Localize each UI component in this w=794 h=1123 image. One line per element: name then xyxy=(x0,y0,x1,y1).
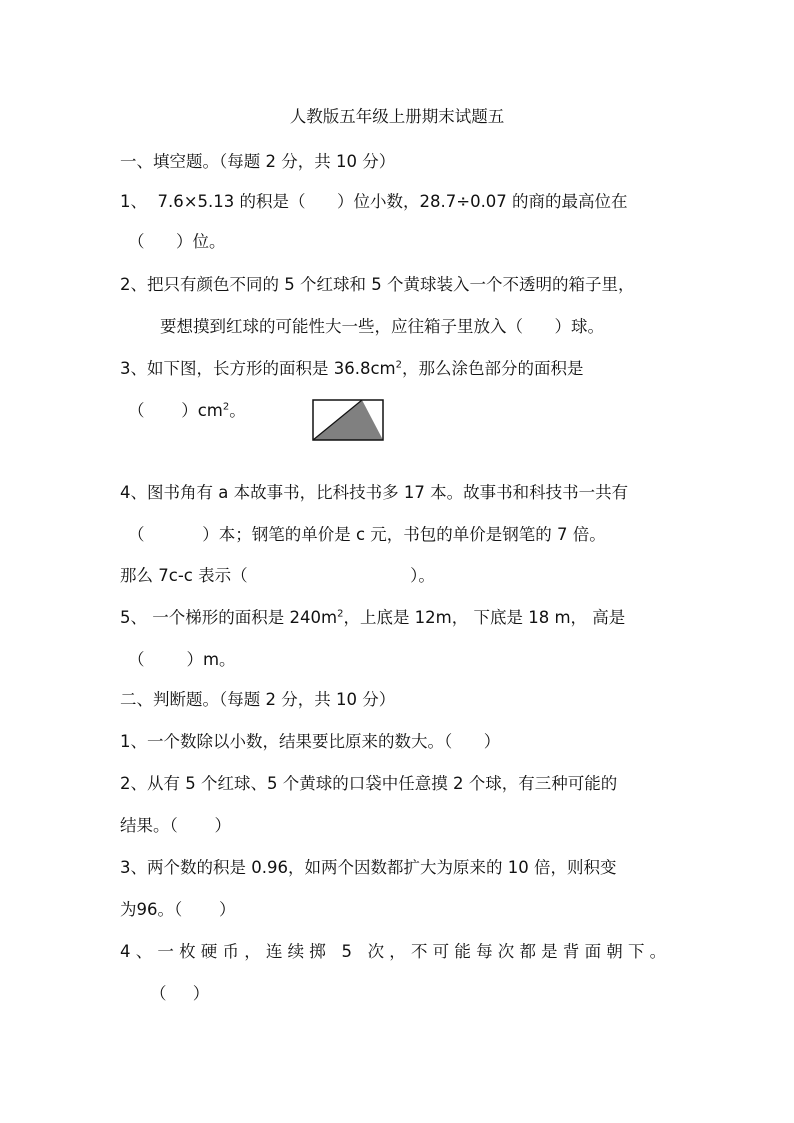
superscript: 2 xyxy=(395,359,403,371)
section2-heading: 二、判断题。（每题 2 分，共 10 分） xyxy=(120,690,396,709)
q1-4-line1: 4、图书角有 a 本故事书，比科技书多 17 本。故事书和科技书一共有 xyxy=(120,483,629,502)
q1-2-line1: 2、把只有颜色不同的 5 个红球和 5 个黄球装入一个不透明的箱子里， xyxy=(120,275,635,294)
q1-5-line1-text-after: ，上底是 12m， 下底是 18 m， 高是 xyxy=(343,608,626,627)
q2-1-line1: 1、一个数除以小数，结果要比原来的数大。（ ） xyxy=(120,732,501,751)
q1-3-line2 xyxy=(128,401,246,421)
superscript: 2 xyxy=(337,608,344,620)
page-title: 人教版五年级上册期末试题五 xyxy=(289,107,505,126)
shaded-triangle xyxy=(313,400,383,440)
q2-2-line2: 结果。（ ） xyxy=(120,816,231,835)
superscript: 2 xyxy=(222,401,230,413)
section1-heading: 一、填空题。（每题 2 分，共 10 分） xyxy=(120,152,396,171)
q1-4-line3: 那么 7c-c 表示（ ）。 xyxy=(120,566,435,585)
q1-2-line2: 要想摸到红球的可能性大一些，应往箱子里放入（ ）球。 xyxy=(160,317,604,336)
rectangle-figure xyxy=(312,399,384,441)
q1-4-line2: （ ）本；钢笔的单价是 c 元，书包的单价是钢笔的 7 倍。 xyxy=(128,525,606,544)
q2-3-line2: 为96。（ ） xyxy=(120,900,236,919)
q1-3-line1-text: 3、如下图，长方形的面积是 36.8cm xyxy=(120,359,396,378)
q1-5-line1 xyxy=(120,608,625,628)
q1-3-line2-text: （ ）cm xyxy=(128,401,223,420)
q1-1-line2: （ ）位。 xyxy=(128,232,226,251)
q2-2-line1: 2、从有 5 个红球、5 个黄球的口袋中任意摸 2 个球，有三种可能的 xyxy=(120,774,618,793)
q1-5-line1-text: 5、 一个梯形的面积是 240m xyxy=(120,608,338,627)
q2-3-line1: 3、两个数的积是 0.96，如两个因数都扩大为原来的 10 倍，则积变 xyxy=(120,858,617,877)
q1-5-line2: （ ）m。 xyxy=(128,650,236,669)
q1-3-line1 xyxy=(120,359,584,379)
q2-4-line1: 4、一枚硬币，连续掷 5 次，不可能每次都是背面朝下。 xyxy=(120,942,672,961)
q1-3-line2-text-after: 。 xyxy=(229,401,246,420)
q2-4-line2: （ ） xyxy=(150,984,210,1003)
q1-3-line1-text-after: ，那么涂色部分的面积是 xyxy=(402,359,584,378)
q1-1-line1: 1、 7.6×5.13 的积是（ ）位小数，28.7÷0.07 的商的最高位在 xyxy=(120,192,628,211)
